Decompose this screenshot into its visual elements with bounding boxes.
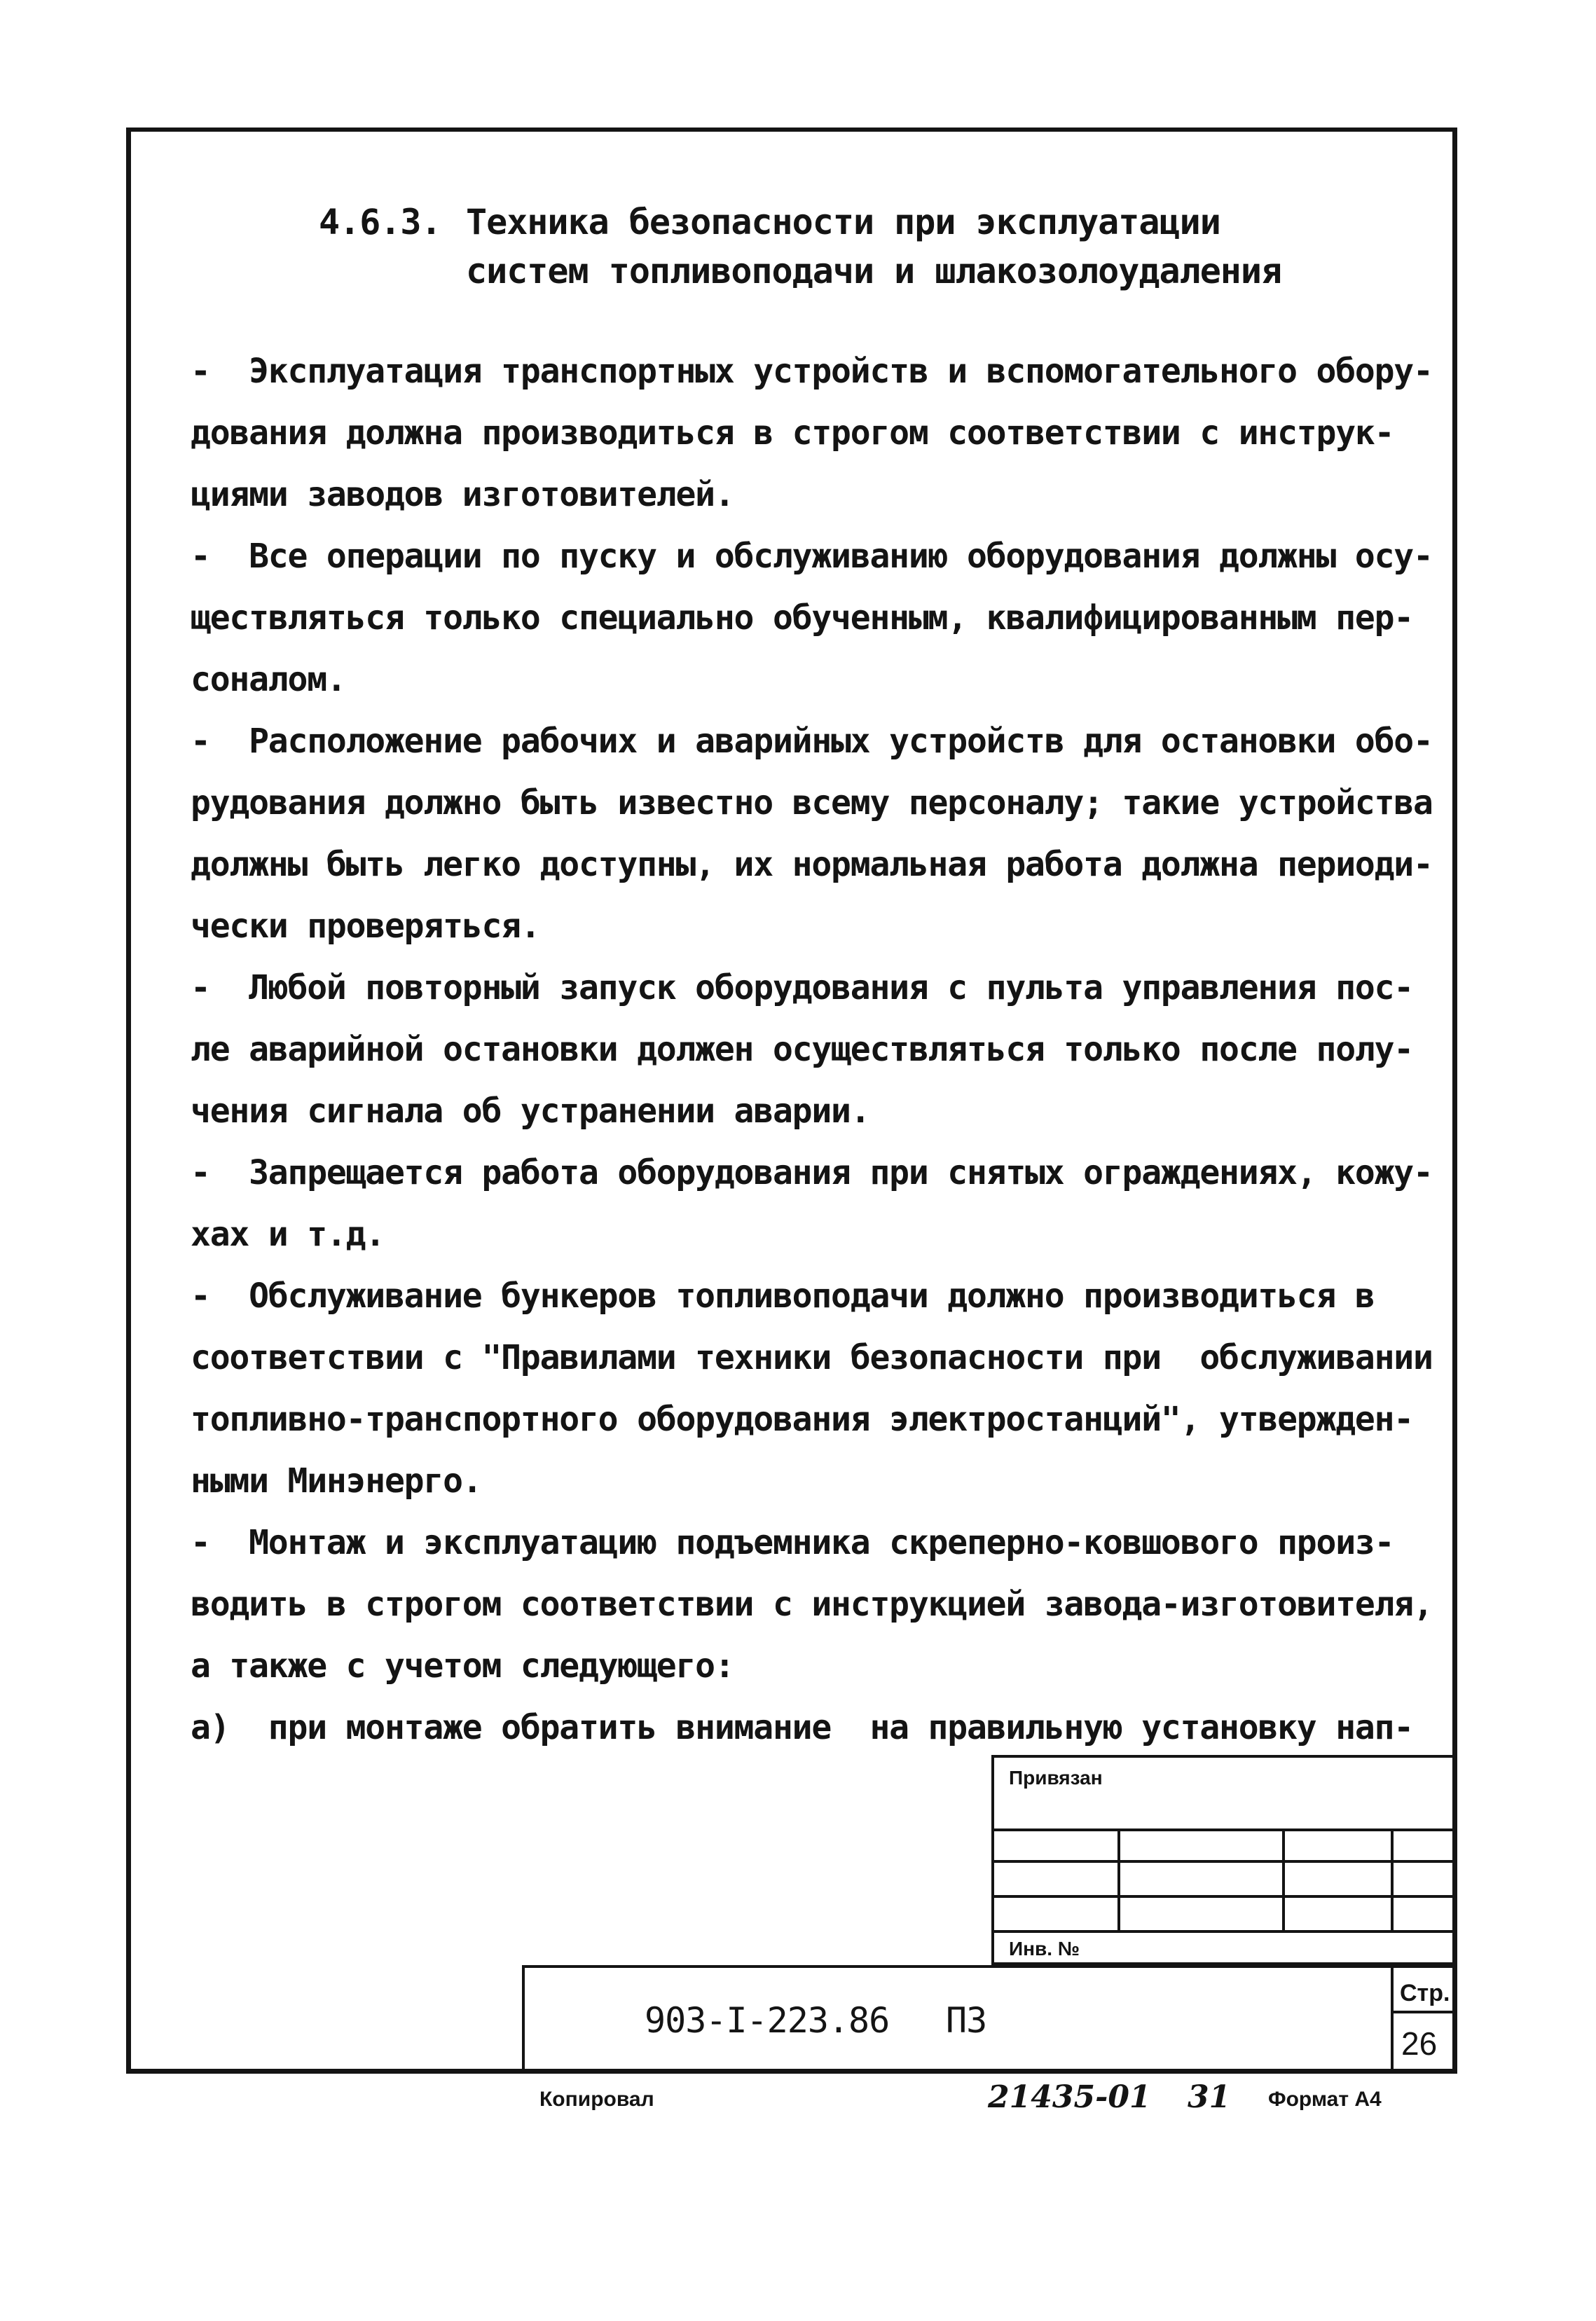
body-line: соответствии с "Правилами техники безопасности при обслуживании — [191, 1338, 1433, 1377]
body-text — [191, 340, 1433, 1758]
document-code: 903-I-223.86 — [645, 2000, 890, 2041]
body-line: - Запрещается работа оборудования при снятых ограждениях, кожу- — [191, 1153, 1433, 1192]
title-block-rule — [1391, 2011, 1457, 2013]
body-line: - Любой повторный запуск оборудования с пульта управления пос- — [191, 968, 1414, 1007]
body-line: - Все операции по пуску и обслуживанию оборудования должны осу- — [191, 537, 1433, 576]
format-label: Формат А4 — [1268, 2088, 1382, 2111]
body-line: чения сигнала об устранении аварии. — [191, 1091, 870, 1131]
body-line: а также с учетом следующего: — [191, 1646, 734, 1686]
body-line: ществляться только специально обученным, квалифицированным пер- — [191, 598, 1414, 638]
section-title-line2: систем топливоподачи и шлакозолоудаления — [466, 251, 1282, 291]
body-line: - Расположение рабочих и аварийных устройств для остановки обо- — [191, 722, 1433, 761]
body-line: должны быть легко доступны, их нормальная работа должна периоди- — [191, 845, 1433, 884]
body-line: - Монтаж и эксплуатацию подъемника скреперно-ковшового произ- — [191, 1523, 1394, 1562]
body-line: топливно-транспортного оборудования электростанций", утвержден- — [191, 1400, 1414, 1439]
page-label: Стр. — [1400, 1980, 1450, 2006]
binding-divider — [1282, 1828, 1285, 1930]
body-line: соналом. — [191, 660, 346, 699]
section-heading — [319, 198, 1281, 296]
body-line: - Обслуживание бункеров топливоподачи должно производиться в — [191, 1276, 1375, 1316]
binding-divider — [1117, 1828, 1120, 1930]
section-title-line1: Техника безопасности при эксплуатации — [466, 202, 1220, 242]
body-line: водить в строгом соответствии с инструкцией завода-изготовителя, — [191, 1585, 1433, 1624]
sheet-number-handwritten: 31 — [1188, 2079, 1231, 2115]
binding-rule — [991, 1930, 1457, 1933]
inventory-label: Инв. № — [1009, 1938, 1080, 1960]
body-line: хах и т.д. — [191, 1215, 385, 1254]
body-line: рудования должно быть известно всему персоналу; такие устройства — [191, 783, 1433, 822]
body-line: а) при монтаже обратить внимание на правильную установку нап- — [191, 1708, 1414, 1747]
section-number: 4.6.3. — [319, 202, 441, 242]
body-line: дования должна производиться в строгом соответствии с инструк- — [191, 413, 1394, 453]
inventory-number-handwritten: 21435-01 — [988, 2079, 1151, 2115]
page-number: 26 — [1401, 2025, 1438, 2062]
body-line: циями заводов изготовителей. — [191, 475, 734, 514]
body-line: ле аварийной остановки должен осуществляться только после полу- — [191, 1030, 1414, 1069]
binding-divider — [1391, 1828, 1394, 1930]
body-line: ными Минэнерго. — [191, 1461, 482, 1501]
binding-rule — [991, 1860, 1457, 1863]
copied-by-label: Копировал — [539, 2088, 654, 2111]
binding-rule — [991, 1828, 1457, 1831]
title-block-divider — [1391, 1965, 1394, 2074]
body-line: чески проверяться. — [191, 907, 540, 946]
document-section: ПЗ — [946, 2000, 987, 2041]
body-line: - Эксплуатация транспортных устройств и вспомогательного обору- — [191, 352, 1433, 391]
binding-rule — [991, 1895, 1457, 1898]
binding-label: Привязан — [1009, 1767, 1103, 1789]
